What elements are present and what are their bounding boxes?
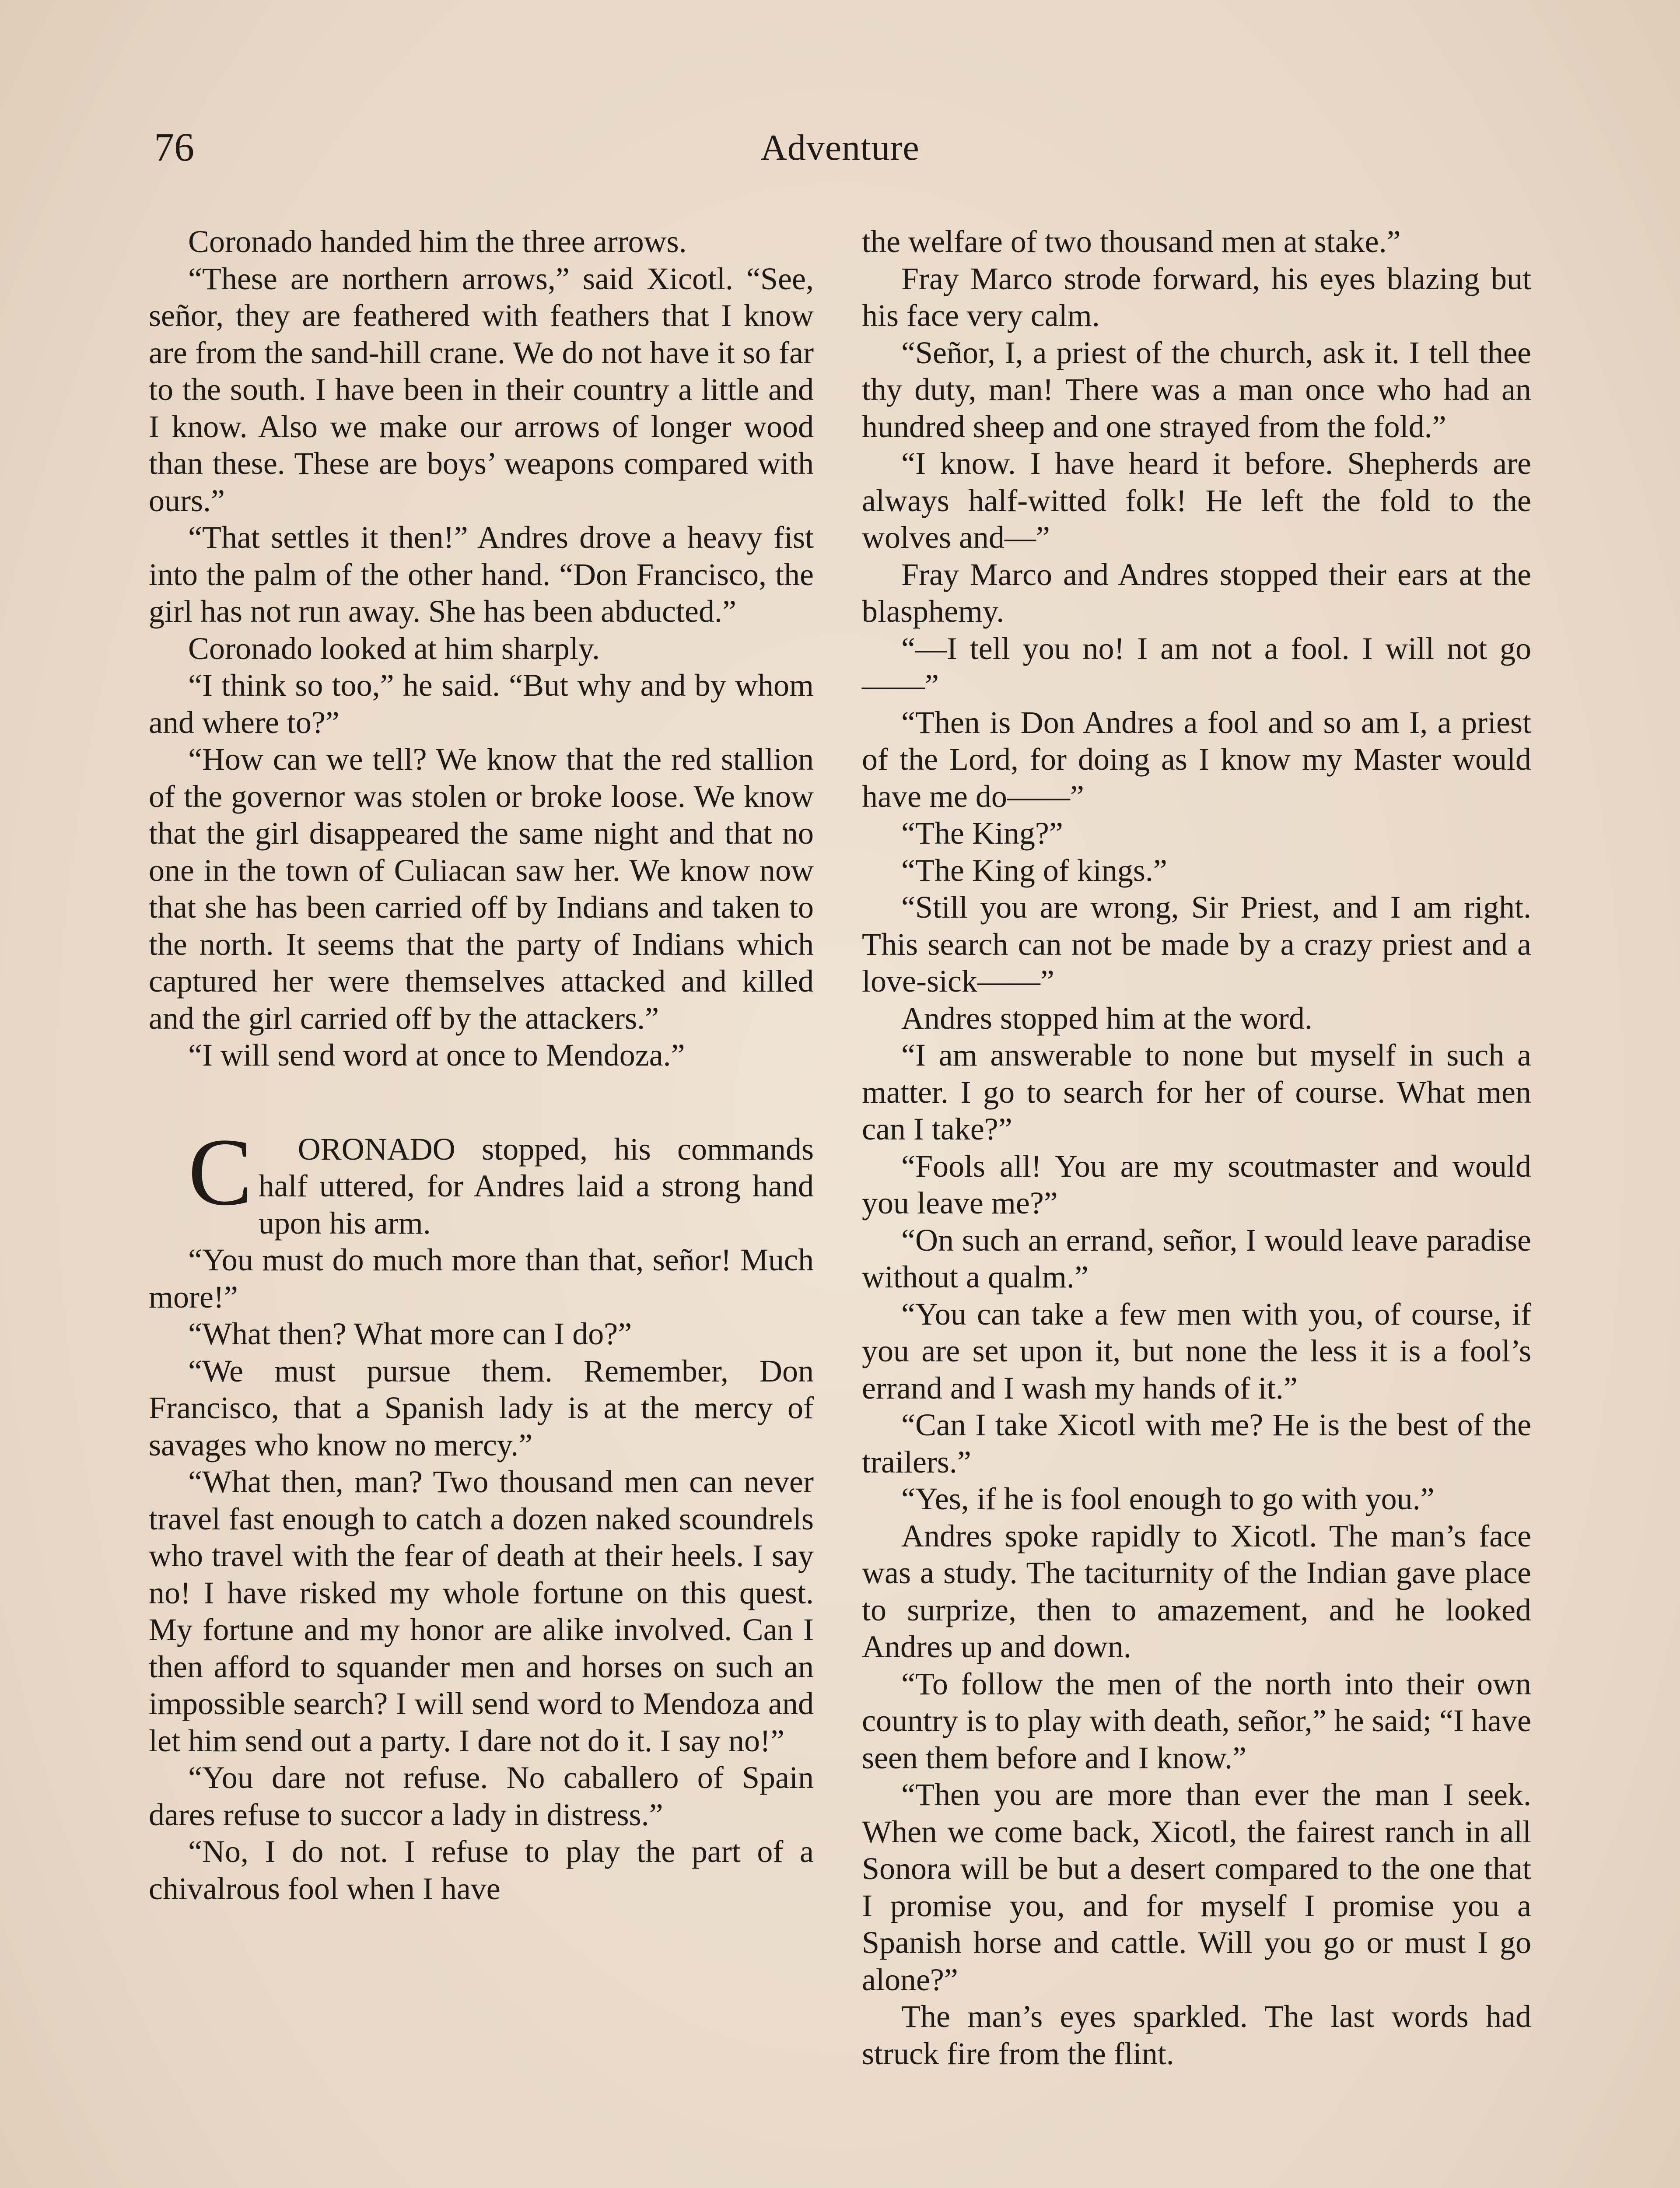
paragraph: “You can take a few men with you, of course, if you are set upon it, but none the less it is a fool’s errand and I wash my hands of it.” xyxy=(862,1296,1531,1406)
paragraph: “Still you are wrong, Sir Priest, and I am right. This search can not be made by a crazy priest and a love-sick——” xyxy=(862,890,1531,999)
paragraph: The man’s eyes sparkled. The last words had struck fire from the flint. xyxy=(862,1999,1531,2071)
paragraph: “I am answerable to none but myself in such a matter. I go to search for her of course. What men can I take?” xyxy=(862,1038,1531,1147)
paragraph: “How can we tell? We know that the red stallion of the governor was stolen or broke loose. We know that the girl disappeared the same night and that no one in the town of Culiacan saw her. We know now that she has been carried off by Indians and taken to the north. It seems that the party of Indians which captured her were themselves attacked and killed and the girl carried off by the attackers.” xyxy=(149,742,814,1036)
paragraph: “The King?” xyxy=(901,816,1063,851)
paragraph: “Señor, I, a priest of the church, ask it. I tell thee thy duty, man! There was a man once who had an hundred sheep and one strayed from the fold.” xyxy=(862,335,1531,444)
paragraph: Andres spoke rapidly to Xicotl. The man’s face was a study. The taciturnity of the Indian gave place to surprize, then to amazement, and he looked Andres up and down. xyxy=(862,1518,1531,1664)
right-column xyxy=(862,223,1531,2072)
paragraph: Fray Marco and Andres stopped their ears at the blasphemy. xyxy=(862,557,1531,629)
drop-cap: C xyxy=(188,1118,252,1225)
paragraph: Andres stopped him at the word. xyxy=(901,1000,1312,1036)
paragraph: Fray Marco strode forward, his eyes blazing but his face very calm. xyxy=(862,261,1531,333)
paragraph: “I know. I have heard it before. Shepherds are always half-witted folk! He left the fold to the wolves and—” xyxy=(862,446,1531,555)
paragraph: “To follow the men of the north into their own country is to play with death, señor,” he said; “I have seen them before and I know.” xyxy=(862,1666,1531,1775)
paragraph: “Then is Don Andres a fool and so am I, a priest of the Lord, for doing as I know my Master would have me do——” xyxy=(862,705,1531,814)
paragraph: Coronado looked at him sharply. xyxy=(188,631,600,666)
page-number: 76 xyxy=(154,125,194,169)
running-head-title: Adventure xyxy=(760,127,920,168)
paragraph: “No, I do not. I refuse to play the part of a chivalrous fool when I have xyxy=(149,1834,814,1906)
paragraph: “You must do much more than that, señor! Much more!” xyxy=(149,1242,814,1315)
paragraph: “Fools all! You are my scoutmaster and would you leave me?” xyxy=(862,1148,1531,1220)
paragraph: “Then you are more than ever the man I seek. When we come back, Xicotl, the fairest ranch in all Sonora will be but a desert compared to the one that I promise you, and for myself I promise you a Spanish horse and cattle. Will you go or must I go alone?” xyxy=(862,1777,1531,1997)
paragraph: “That settles it then!” Andres drove a heavy fist into the palm of the other hand. “Don Francisco, the girl has not run away. She has been abducted.” xyxy=(149,520,814,629)
paragraph: “These are northern arrows,” said Xicotl. “See, señor, they are feathered with feathers that I know are from the sand-hill crane. We do not have it so far to the south. I have been in their country a little and I know. Also we make our arrows of longer wood than these. These are boys’ weapons compared with ours.” xyxy=(149,261,814,518)
left-column xyxy=(149,223,814,1907)
paragraph: “What then? What more can I do?” xyxy=(188,1316,632,1351)
paragraph: “You dare not refuse. No caballero of Spain dares refuse to succor a lady in distress.” xyxy=(149,1760,814,1832)
paragraph: Coronado handed him the three arrows. xyxy=(188,224,687,259)
section-opening-text: ORONADO stopped, his commands half uttered, for Andres laid a strong hand upon his arm. xyxy=(258,1131,814,1241)
paragraph: “—I tell you no! I am not a fool. I will not go——” xyxy=(862,631,1531,703)
section-opening-paragraph xyxy=(149,1118,814,1242)
paragraph: “What then, man? Two thousand men can never travel fast enough to catch a dozen naked scoundrels who travel with the fear of death at their heels. I say no! I have risked my whole fortune on this quest. My fortune and my honor are alike involved. Can I then afford to squander men and horses on such an impossible search? I will send word to Mendoza and let him send out a party. I dare not do it. I say no!” xyxy=(149,1464,814,1758)
paragraph: “The King of kings.” xyxy=(901,852,1167,888)
paragraph: “Can I take Xicotl with me? He is the best of the trailers.” xyxy=(862,1407,1531,1480)
paragraph: “On such an errand, señor, I would leave paradise without a qualm.” xyxy=(862,1222,1531,1294)
paragraph: “I will send word at once to Mendoza.” xyxy=(188,1038,685,1073)
continued-paragraph: the welfare of two thousand men at stake.” xyxy=(862,224,1401,259)
paragraph: “I think so too,” he said. “But why and by whom and where to?” xyxy=(149,668,814,740)
paragraph: “Yes, if he is fool enough to go with you.” xyxy=(901,1481,1435,1516)
paragraph: “We must pursue them. Remember, Don Francisco, that a Spanish lady is at the mercy of savages who know no mercy.” xyxy=(149,1353,814,1462)
